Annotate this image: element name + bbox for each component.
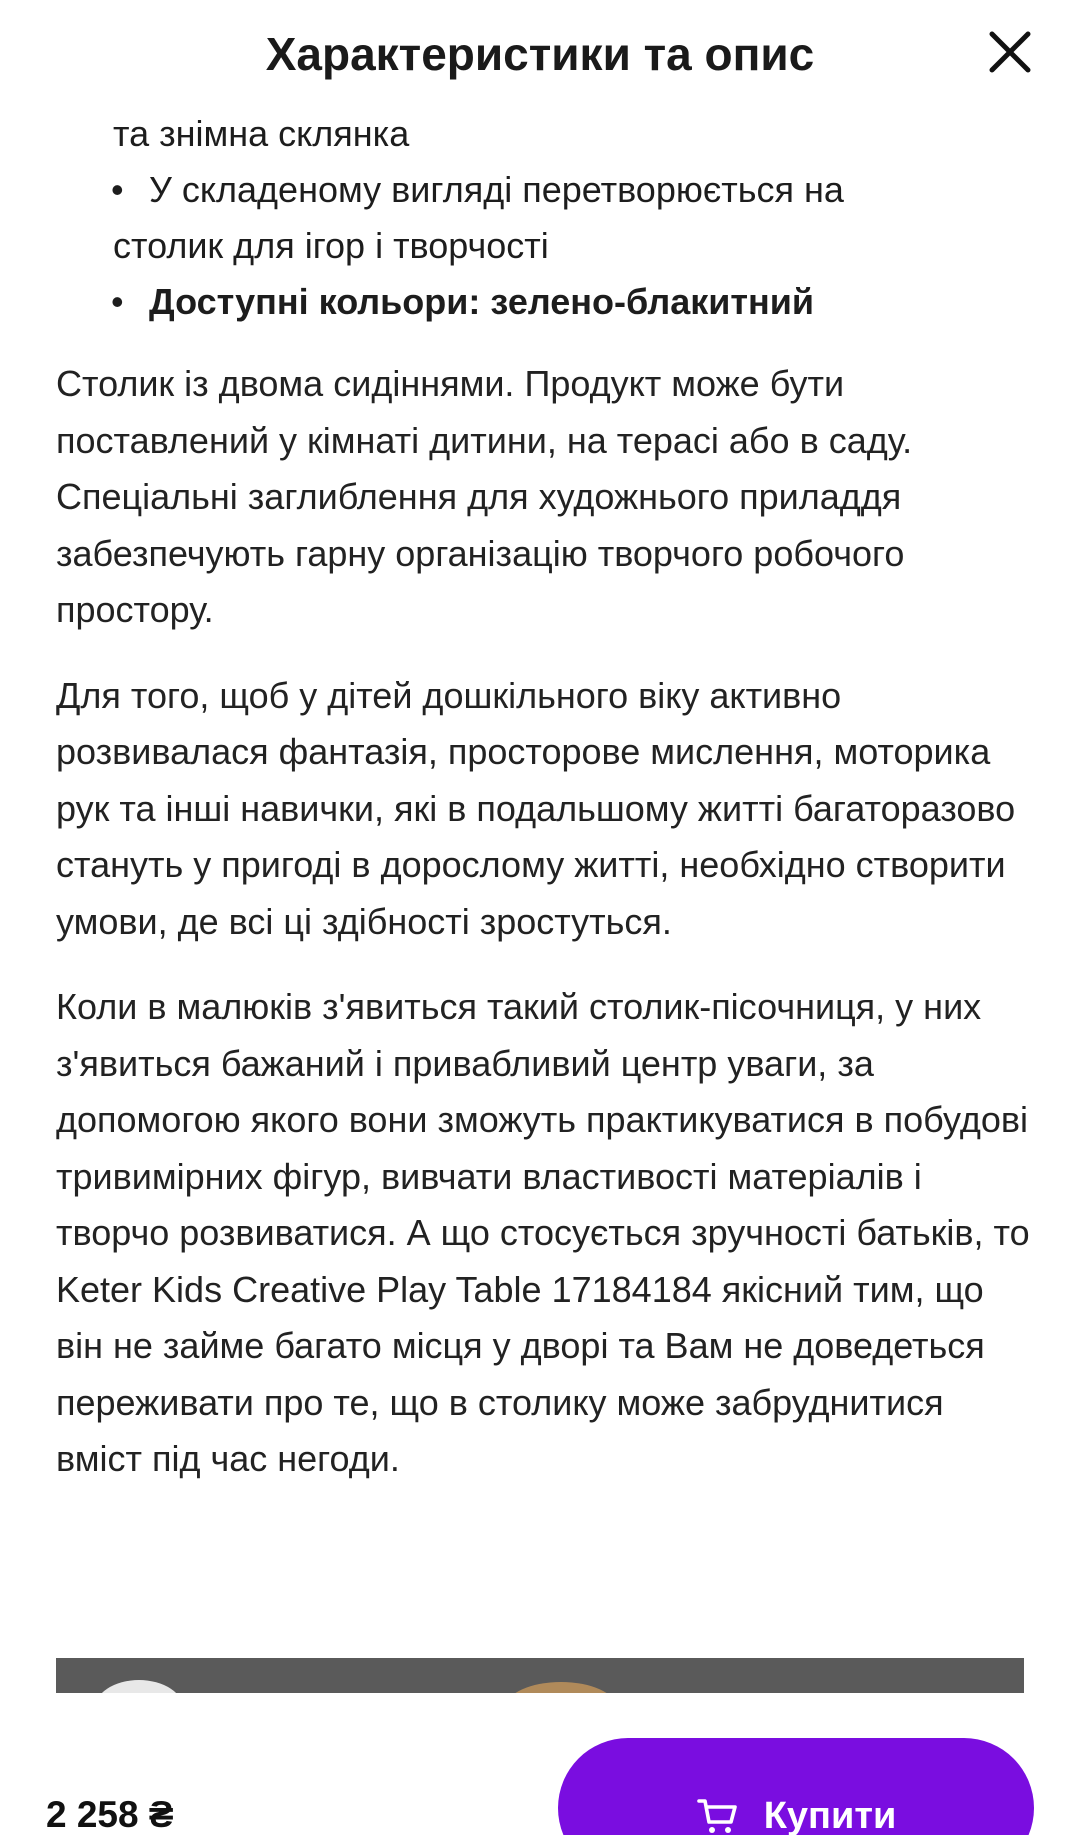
available-colors: Доступні кольори: зелено-блакитний (149, 281, 814, 322)
media-thumbnail-shape (506, 1682, 616, 1693)
page-title: Характеристики та опис (265, 28, 815, 80)
description-paragraph: Коли в малюків з'явиться такий столик-пісочниця, у них з'явиться бажаний і привабливий центр уваги, за допомогою якого вони зможуть практикуватися в побудові тривимірних фігур, вивчати властивості матеріалів і творчо розвиватися. А що стосується зручності батьків, то Keter Kids Creative Play Table 17184184 якісний тим, що він не займе багато місця у дворі та Вам не доведеться переживати про те, що в столику може забруднитися вміст під час негоди. (56, 986, 1030, 1479)
product-price: 2 258 ₴ (46, 1794, 174, 1835)
bullet-icon: • (111, 169, 124, 210)
sheet-header (0, 0, 1080, 110)
buy-button-content (558, 1788, 1034, 1835)
list-item (113, 274, 1036, 330)
purchase-bar (0, 1693, 1080, 1835)
description-paragraph: Столик із двома сидіннями. Продукт може бути поставлений у кімнаті дитини, на терасі або в саду. Спеціальні заглиблення для художнього приладдя забезпечують гарну організацію творчого робочого простору. (56, 363, 913, 630)
feature-list (56, 84, 1036, 330)
description-content (56, 84, 1036, 1488)
description-paragraph: Для того, щоб у дітей дошкільного віку активно розвивалася фантазія, просторове мислення, моторика рук та інші навички, які в подальшому житті багаторазово стануть у пригоді в дорослому житті, необхідно створити умови, де всі ці здібності зростуться. (56, 674, 1016, 942)
list-item-text: У складеному вигляді перетворюється на (149, 169, 844, 210)
close-icon (986, 28, 1034, 76)
buy-button[interactable] (558, 1738, 1034, 1835)
list-item-text: столик для ігор і творчості (113, 225, 549, 266)
media-thumbnail-shape (94, 1680, 184, 1693)
product-video-preview[interactable] (56, 1658, 1024, 1693)
list-item-text: та знімна склянка (113, 113, 410, 154)
bullet-icon: • (111, 281, 124, 322)
cart-icon (696, 1796, 740, 1835)
buy-button-label: Купити (763, 1794, 897, 1835)
close-button[interactable] (986, 28, 1034, 76)
list-item (113, 162, 1036, 274)
